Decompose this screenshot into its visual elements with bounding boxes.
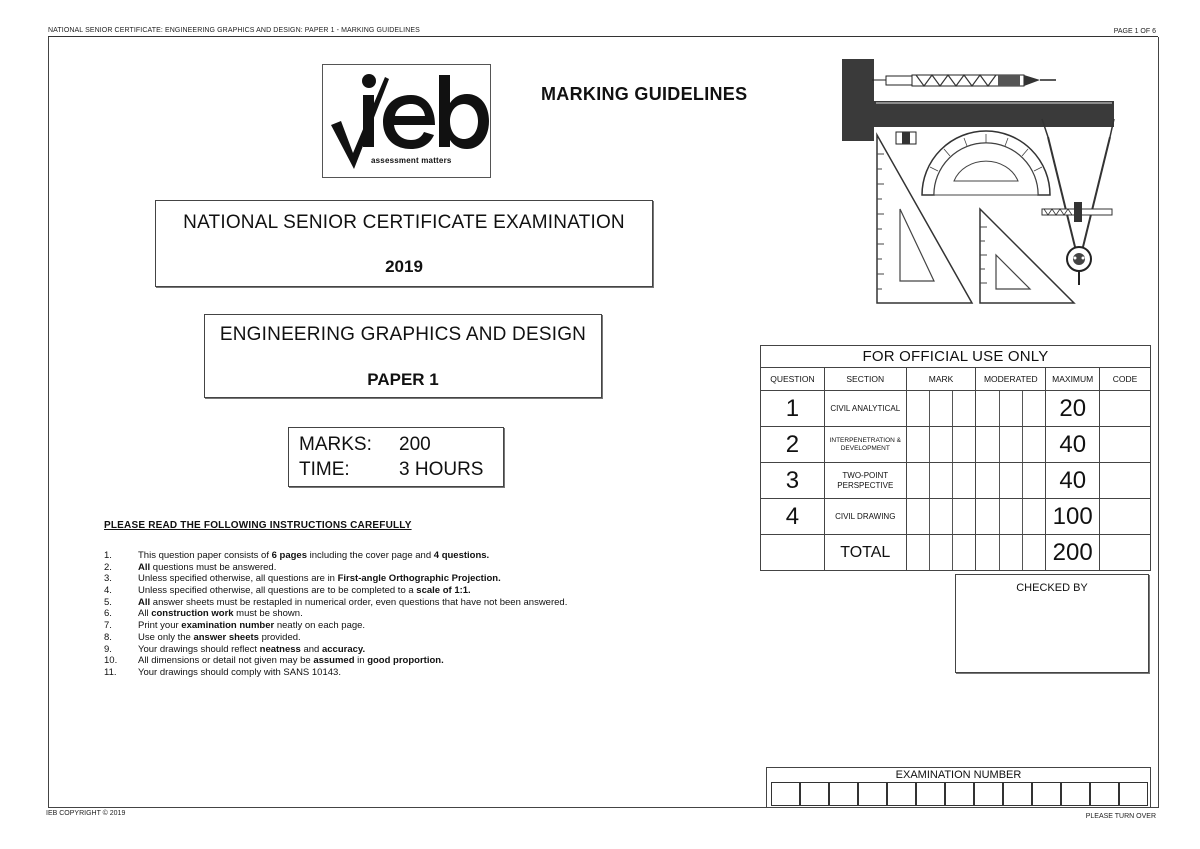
header-maximum: MAXIMUM	[1046, 368, 1100, 391]
marks-value: 200	[399, 434, 431, 455]
question-moderated-cell[interactable]	[976, 391, 1046, 427]
instruction-number: 10.	[104, 655, 118, 667]
official-question-row	[761, 463, 1151, 499]
official-use-title: FOR OFFICIAL USE ONLY	[761, 346, 1151, 368]
official-question-row	[761, 499, 1151, 535]
header-section: SECTION	[824, 368, 906, 391]
instruction-item	[104, 597, 724, 609]
question-mark-cell[interactable]	[906, 427, 976, 463]
question-code-cell[interactable]	[1100, 427, 1151, 463]
question-mark-cell[interactable]	[906, 499, 976, 535]
exam-title-box	[155, 200, 653, 287]
instruction-number: 7.	[104, 620, 112, 632]
question-moderated-cell[interactable]	[976, 427, 1046, 463]
total-mark-cell[interactable]	[906, 535, 976, 571]
question-mark-cell[interactable]	[906, 463, 976, 499]
instruction-item	[104, 550, 724, 562]
examination-number-digit-cell[interactable]	[974, 782, 1003, 806]
time-label: TIME:	[299, 459, 350, 480]
set-square-small-icon	[980, 209, 1074, 303]
instruction-text: All questions must be answered.	[138, 561, 277, 573]
instruction-number: 5.	[104, 596, 112, 608]
running-header: NATIONAL SENIOR CERTIFICATE: ENGINEERING GRAPHICS AND DESIGN: PAPER 1 - MARKING GUIDELINES	[48, 27, 420, 34]
marks-time-box	[288, 427, 504, 487]
examination-number-digit-cell[interactable]	[858, 782, 887, 806]
examination-number-cells	[771, 782, 1148, 806]
question-code-cell[interactable]	[1100, 391, 1151, 427]
examination-number-label: EXAMINATION NUMBER	[895, 769, 1022, 781]
examination-number-digit-cell[interactable]	[1032, 782, 1061, 806]
subject-box	[204, 314, 602, 398]
total-label: TOTAL	[824, 535, 906, 571]
instructions-list	[104, 550, 724, 679]
instruction-item	[104, 655, 724, 667]
question-section: TWO-POINT PERSPECTIVE	[824, 463, 906, 499]
time-value: 3 HOURS	[399, 459, 484, 480]
instruction-text: All construction work must be shown.	[138, 608, 303, 620]
question-maximum: 40	[1046, 427, 1100, 463]
question-code-cell[interactable]	[1100, 463, 1151, 499]
document-type-title: MARKING GUIDELINES	[541, 84, 748, 104]
examination-number-digit-cell[interactable]	[1090, 782, 1119, 806]
question-section: INTERPENETRATION & DEVELOPMENT	[824, 427, 906, 463]
instruction-number: 1.	[104, 550, 112, 561]
header-question: QUESTION	[761, 368, 825, 391]
examination-number-digit-cell[interactable]	[1061, 782, 1090, 806]
compass-icon	[1042, 119, 1114, 285]
exam-title: NATIONAL SENIOR CERTIFICATE EXAMINATION	[183, 212, 625, 233]
turn-over-footer: PLEASE TURN OVER	[1085, 813, 1156, 820]
instruction-text: All answer sheets must be restapled in numerical order, even questions that have not been answered.	[138, 596, 568, 608]
question-maximum: 40	[1046, 463, 1100, 499]
official-question-row	[761, 427, 1151, 463]
examination-number-digit-cell[interactable]	[771, 782, 800, 806]
question-maximum: 20	[1046, 391, 1100, 427]
protractor-icon	[922, 131, 1050, 195]
instruction-number: 2.	[104, 561, 112, 573]
examination-number-digit-cell[interactable]	[829, 782, 858, 806]
drawing-instruments-illustration	[842, 59, 1120, 309]
examination-number-box	[766, 767, 1151, 808]
instruction-text: Print your examination number neatly on each page.	[138, 620, 366, 632]
instruction-item	[104, 585, 724, 597]
t-square-head-icon	[842, 59, 874, 141]
checked-by-label: CHECKED BY	[1016, 582, 1088, 594]
t-square-blade-icon	[842, 101, 1114, 127]
instruction-item	[104, 620, 724, 632]
subject-title: ENGINEERING GRAPHICS AND DESIGN	[219, 324, 587, 345]
header-code: CODE	[1100, 368, 1151, 391]
examination-number-digit-cell[interactable]	[945, 782, 974, 806]
instruction-number: 4.	[104, 585, 112, 597]
logo-tagline: assessment matters	[371, 156, 452, 165]
instruction-text: Unless specified otherwise, all questions are to be completed to a scale of 1:1.	[138, 585, 471, 597]
instruction-text: Your drawings should reflect neatness and accuracy.	[138, 643, 366, 655]
instruction-number: 3.	[104, 573, 112, 585]
instruction-text: Unless specified otherwise, all questions are in First-angle Orthographic Projection.	[138, 573, 501, 585]
header-moderated: MODERATED	[976, 368, 1046, 391]
header-mark: MARK	[906, 368, 976, 391]
page-number: PAGE 1 OF 6	[1113, 28, 1156, 35]
ieb-logo	[322, 64, 491, 178]
instruction-number: 6.	[104, 608, 112, 620]
paper-number: PAPER 1	[367, 370, 439, 389]
official-use-table	[760, 345, 1151, 571]
instruction-text: This question paper consists of 6 pages including the cover page and 4 questions.	[138, 550, 490, 561]
question-code-cell[interactable]	[1100, 499, 1151, 535]
instruction-item	[104, 667, 724, 679]
total-moderated-cell[interactable]	[976, 535, 1046, 571]
question-section: CIVIL DRAWING	[824, 499, 906, 535]
examination-number-digit-cell[interactable]	[800, 782, 829, 806]
question-number: 4	[761, 499, 825, 535]
checked-by-box[interactable]	[955, 574, 1149, 673]
question-moderated-cell[interactable]	[976, 499, 1046, 535]
question-number: 2	[761, 427, 825, 463]
instructions-heading: PLEASE READ THE FOLLOWING INSTRUCTIONS CAREFULLY	[104, 520, 412, 531]
question-section: CIVIL ANALYTICAL	[824, 391, 906, 427]
instruction-number: 8.	[104, 631, 112, 643]
official-total-row	[761, 535, 1151, 571]
examination-number-digit-cell[interactable]	[887, 782, 916, 806]
instruction-item	[104, 573, 724, 585]
exam-year: 2019	[385, 257, 423, 276]
instruction-text: All dimensions or detail not given may be assumed in good proportion.	[138, 655, 444, 667]
instruction-item	[104, 644, 724, 656]
instruction-text: Your drawings should comply with SANS 10143.	[138, 666, 341, 678]
question-maximum: 100	[1046, 499, 1100, 535]
question-moderated-cell[interactable]	[976, 463, 1046, 499]
official-header-row	[761, 368, 1151, 391]
instruction-item	[104, 632, 724, 644]
total-blank	[761, 535, 825, 571]
pencil-icon	[872, 75, 1056, 86]
examination-number-digit-cell[interactable]	[1119, 782, 1148, 806]
question-number: 1	[761, 391, 825, 427]
examination-number-digit-cell[interactable]	[1003, 782, 1032, 806]
copyright-footer: IEB COPYRIGHT © 2019	[46, 810, 126, 817]
official-question-row	[761, 391, 1151, 427]
instruction-text: Use only the answer sheets provided.	[138, 631, 301, 643]
instruction-number: 11.	[104, 666, 117, 678]
total-code-cell[interactable]	[1100, 535, 1151, 571]
question-mark-cell[interactable]	[906, 391, 976, 427]
examination-number-digit-cell[interactable]	[916, 782, 945, 806]
instruction-item	[104, 562, 724, 574]
total-maximum: 200	[1046, 535, 1100, 571]
marks-label: MARKS:	[299, 434, 372, 455]
instruction-number: 9.	[104, 643, 112, 655]
question-number: 3	[761, 463, 825, 499]
instruction-item	[104, 608, 724, 620]
